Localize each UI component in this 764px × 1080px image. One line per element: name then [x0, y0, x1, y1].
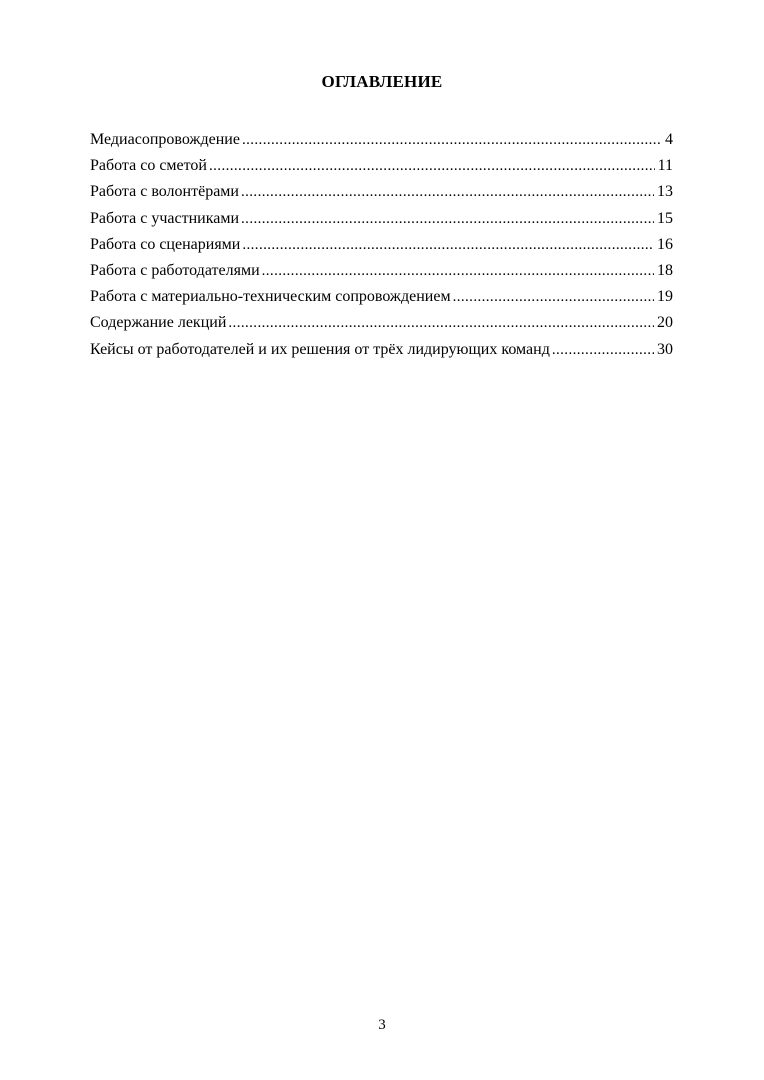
- toc-title: ОГЛАВЛЕНИЕ: [321, 72, 443, 91]
- toc-entry-label[interactable]: Работа с участниками: [90, 209, 240, 227]
- toc-entry-page: 18: [657, 261, 673, 279]
- toc-entry-label[interactable]: Медиасопровождение: [90, 131, 240, 148]
- toc-entry-label[interactable]: Работа с волонтёрами: [90, 183, 239, 201]
- dot-leader: [453, 287, 654, 307]
- toc-entry-label[interactable]: Работа со сметой: [90, 157, 207, 175]
- dot-leader: [262, 261, 654, 281]
- toc-entry[interactable]: [90, 261, 673, 287]
- toc-entry-page: 19: [657, 288, 673, 306]
- dot-leader: [228, 313, 654, 333]
- toc-entry[interactable]: [90, 130, 673, 156]
- toc-entry[interactable]: [90, 182, 673, 208]
- dot-leader: [242, 130, 662, 150]
- toc-entry[interactable]: [90, 209, 673, 235]
- toc-entry-page: 4: [665, 131, 673, 148]
- toc-entry-page: 13: [657, 183, 673, 201]
- dot-leader: [242, 235, 654, 255]
- dot-leader: [552, 340, 654, 360]
- dot-leader: [241, 182, 654, 202]
- toc-entry[interactable]: [90, 340, 673, 366]
- toc-entry[interactable]: [90, 313, 673, 339]
- toc-entry-page: 11: [657, 157, 673, 175]
- toc-entry-label[interactable]: Содержание лекций: [90, 314, 227, 332]
- page-number: 3: [378, 1017, 386, 1033]
- toc-entry-label[interactable]: Кейсы от работодателей и их решения от трёх лидирующих команд: [90, 340, 550, 358]
- toc-entry-page: 15: [657, 209, 673, 227]
- toc-entry-page: 16: [657, 235, 673, 253]
- table-of-contents: [90, 130, 673, 366]
- dot-leader: [209, 156, 655, 176]
- toc-entry-page: 30: [657, 340, 673, 358]
- toc-entry-label[interactable]: Работа со сценариями: [90, 235, 241, 253]
- toc-entry[interactable]: [90, 235, 673, 261]
- toc-entry-label[interactable]: Работа с материально-техническим сопровождением: [90, 288, 451, 306]
- toc-entry-label[interactable]: Работа с работодателями: [90, 261, 260, 279]
- toc-entry[interactable]: [90, 156, 673, 182]
- dot-leader: [241, 209, 654, 229]
- toc-entry-page: 20: [657, 314, 673, 332]
- toc-entry[interactable]: [90, 287, 673, 313]
